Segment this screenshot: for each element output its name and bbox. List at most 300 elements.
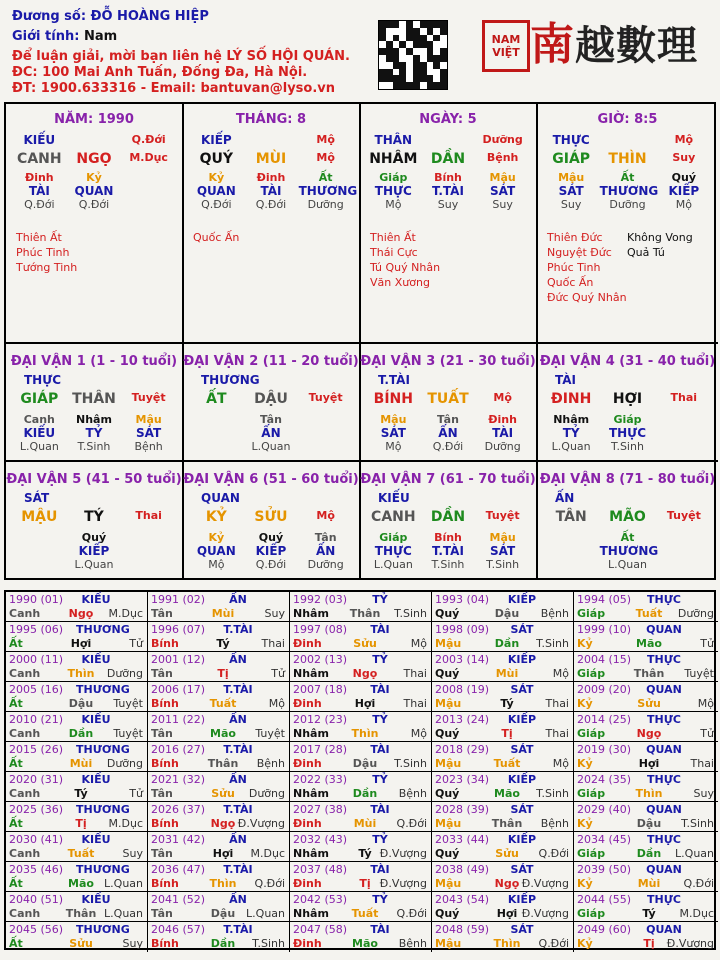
dai-van-hidden-row	[537, 544, 718, 558]
dai-van-hidden	[543, 558, 599, 571]
year-label: 2003 (14)	[435, 653, 490, 666]
pillar-value: NHÂM	[369, 151, 418, 167]
owner-label: Đương số:	[12, 9, 87, 24]
dai-van-cell	[183, 462, 361, 580]
qr-module	[440, 69, 447, 76]
year-cell[interactable]	[432, 862, 574, 892]
year-cell[interactable]	[6, 802, 148, 832]
dai-van-hidden	[299, 413, 353, 426]
qr-module	[406, 35, 413, 42]
year-cell[interactable]	[148, 682, 290, 712]
year-cell[interactable]	[148, 862, 290, 892]
year-cell[interactable]	[574, 892, 718, 922]
year-chi: Dần	[68, 727, 94, 740]
year-can: Giáp	[577, 907, 606, 920]
qr-module	[379, 28, 386, 35]
pillar-value	[244, 133, 298, 147]
year-cell[interactable]	[6, 832, 148, 862]
year-cell[interactable]	[290, 742, 432, 772]
pillar-value: Q.Đới	[78, 198, 110, 211]
year-stage: Tuyệt	[684, 667, 714, 680]
year-can: Kỷ	[577, 697, 593, 710]
year-label: 2041 (52)	[151, 893, 206, 906]
dai-van-main	[183, 509, 359, 525]
year-cell[interactable]	[432, 712, 574, 742]
qr-module	[440, 35, 447, 42]
year-cell[interactable]	[6, 772, 148, 802]
dai-van-hidden: Tân	[437, 413, 459, 426]
year-stage: Thai	[545, 697, 569, 710]
dai-van-god: SÁT	[24, 491, 50, 505]
qr-module	[427, 69, 434, 76]
pillar-value: Q.Đới	[24, 198, 55, 211]
year-cell[interactable]	[290, 712, 432, 742]
year-cell[interactable]	[6, 712, 148, 742]
qr-module	[379, 62, 386, 69]
year-god: KIẾP	[507, 713, 537, 726]
dai-van-stage: Tuyệt	[485, 509, 520, 522]
year-stage: Tử	[271, 667, 285, 680]
year-cell[interactable]	[290, 772, 432, 802]
year-god: THỰC	[647, 713, 681, 726]
year-cell[interactable]	[574, 802, 718, 832]
dai-van-title: ĐẠI VẬN 2 (11 - 20 tuổi)	[183, 354, 359, 369]
dai-van-chi: TÝ	[84, 509, 104, 525]
year-can: Nhâm	[293, 607, 329, 620]
star-item: Đức Quý Nhân	[547, 291, 627, 304]
year-label: 2031 (42)	[151, 833, 206, 846]
year-label: 2040 (51)	[9, 893, 64, 906]
year-cell[interactable]	[432, 772, 574, 802]
qr-module	[406, 48, 413, 55]
dai-van-hidden-row	[6, 544, 182, 558]
year-god: KIẾU	[81, 833, 111, 846]
year-cell[interactable]	[432, 892, 574, 922]
year-cell[interactable]	[6, 742, 148, 772]
year-stage: Tử	[700, 727, 714, 740]
year-stage: Tuyệt	[113, 727, 143, 740]
year-can: Đinh	[293, 877, 322, 890]
year-cell[interactable]	[432, 742, 574, 772]
pillar-value: Dưỡng	[482, 133, 523, 146]
year-label: 2021 (32)	[151, 773, 206, 786]
year-cell[interactable]	[290, 592, 432, 622]
qr-module	[393, 21, 400, 28]
year-god: TÀI	[370, 743, 390, 756]
dai-van-hidden: Nhâm	[553, 413, 590, 426]
year-cell[interactable]	[432, 922, 574, 952]
year-can: Nhâm	[293, 667, 329, 680]
year-stage: M.Dục	[108, 817, 143, 830]
dai-van-hidden	[543, 531, 599, 544]
star-item: Quả Tú	[627, 246, 665, 259]
year-god: QUAN	[646, 683, 682, 696]
qr-module	[413, 48, 420, 55]
year-chi: Thìn	[67, 667, 95, 680]
dai-van-title: ĐẠI VẬN 6 (51 - 60 tuổi)	[183, 472, 359, 487]
year-cell[interactable]	[432, 832, 574, 862]
qr-module	[386, 28, 393, 35]
year-chi: Dần	[494, 637, 520, 650]
year-label: 2044 (55)	[577, 893, 632, 906]
dai-van-hidden: L.Quan	[551, 440, 591, 453]
year-god: TỶ	[372, 893, 388, 906]
year-cell[interactable]	[148, 742, 290, 772]
year-can: Tân	[151, 907, 173, 920]
pillar-value: NGỌ	[76, 151, 112, 167]
year-can: Giáp	[577, 607, 606, 620]
contact-line-3: ĐT: 1900.633316 - Email: bantuvan@lyso.vn	[12, 81, 336, 96]
year-cell[interactable]	[574, 922, 718, 952]
year-chi: Ngọ	[494, 877, 520, 890]
pillar-value: Dưỡng	[609, 198, 646, 211]
pillar-value	[600, 133, 656, 147]
year-stage: L.Quan	[246, 907, 285, 920]
year-cell[interactable]	[290, 862, 432, 892]
year-god: TÀI	[370, 923, 390, 936]
pillar-value: Kỷ	[208, 171, 225, 184]
year-cell[interactable]	[6, 682, 148, 712]
year-can: Giáp	[577, 787, 606, 800]
year-god: ẤN	[229, 773, 247, 786]
year-cell[interactable]	[6, 622, 148, 652]
pillar-value: M.Dục	[129, 151, 168, 164]
year-god: KIẾU	[81, 713, 111, 726]
dai-van-title: ĐẠI VẬN 1 (1 - 10 tuổi)	[10, 354, 178, 369]
pillar-title: GIỜ: 8:5	[597, 112, 658, 127]
year-stage: Thai	[545, 727, 569, 740]
dai-van-hidden: SÁT	[380, 426, 406, 440]
qr-module	[386, 69, 393, 76]
dai-van-god: THỰC	[24, 373, 62, 387]
qr-module	[406, 62, 413, 69]
year-label: 2000 (11)	[9, 653, 64, 666]
year-stage: Tuyệt	[113, 697, 143, 710]
qr-code-icon[interactable]	[378, 20, 448, 90]
qr-module	[379, 41, 386, 48]
year-cell[interactable]	[148, 712, 290, 742]
year-cell[interactable]	[148, 832, 290, 862]
year-cell[interactable]	[148, 622, 290, 652]
year-label: 2030 (41)	[9, 833, 64, 846]
year-cell[interactable]	[432, 652, 574, 682]
year-cell[interactable]	[6, 892, 148, 922]
pillar-row	[360, 171, 536, 184]
dai-van-hidden: THỰC	[374, 544, 412, 558]
dai-van-main	[537, 509, 718, 525]
contact-line-1: Để luận giải, mời bạn liên hệ LÝ SỐ HỘI QUÁN.	[12, 49, 350, 64]
contact-line-2: ĐC: 100 Mai Anh Tuấn, Đống Đa, Hà Nội.	[12, 65, 308, 80]
year-god: TỶ	[372, 653, 388, 666]
qr-module	[413, 35, 420, 42]
year-god: TÀI	[370, 683, 390, 696]
year-cell[interactable]	[148, 892, 290, 922]
dai-van-stage: Thai	[135, 509, 162, 522]
year-chi: Mão	[494, 787, 520, 800]
year-can: Mậu	[435, 817, 462, 830]
dai-van-hidden: KIẾU	[23, 426, 56, 440]
pillar-value: Giáp	[379, 171, 408, 184]
pillar-value: KIẾU	[23, 133, 56, 147]
pillar-row	[183, 133, 359, 147]
year-can: Đinh	[293, 697, 322, 710]
pillar-value: MÙI	[255, 151, 287, 167]
year-can: Tân	[151, 607, 173, 620]
year-cell[interactable]	[432, 682, 574, 712]
year-cell[interactable]	[574, 742, 718, 772]
year-label: 2026 (37)	[151, 803, 206, 816]
qr-module	[379, 21, 386, 28]
year-chi: Dậu	[636, 817, 662, 830]
dai-van-hidden-row	[537, 413, 718, 426]
year-god: THỰC	[647, 893, 681, 906]
year-chi: Sửu	[69, 937, 93, 950]
year-can: Canh	[9, 727, 41, 740]
dai-van-hidden-row	[360, 440, 536, 453]
qr-module	[379, 48, 386, 55]
year-chi: Tị	[501, 727, 513, 740]
year-cell[interactable]	[574, 622, 718, 652]
dai-van-hidden: Mậu	[489, 531, 516, 544]
year-god: TỶ	[372, 773, 388, 786]
year-stage: Mộ	[410, 727, 427, 740]
qr-module	[413, 69, 420, 76]
year-chi: Dần	[352, 787, 378, 800]
qr-module	[393, 28, 400, 35]
dai-van-hidden	[12, 558, 66, 571]
qr-module	[393, 62, 400, 69]
dai-van-hidden: THỰC	[608, 426, 647, 440]
dai-van-hidden: T.Sinh	[486, 558, 520, 571]
dai-van-hidden	[656, 413, 712, 426]
year-stage: T.Sinh	[252, 937, 285, 950]
star-item: Phúc Tinh	[16, 246, 70, 259]
year-can: Kỷ	[577, 817, 593, 830]
year-cell[interactable]	[6, 922, 148, 952]
year-chi: Thân	[633, 667, 665, 680]
year-god: QUAN	[646, 803, 682, 816]
dai-van-hidden-row	[360, 531, 536, 544]
year-stage: Dưỡng	[677, 607, 714, 620]
year-cell[interactable]	[290, 892, 432, 922]
annual-luck-table	[4, 590, 716, 950]
year-chi: Sửu	[495, 847, 519, 860]
year-god: ẤN	[229, 653, 247, 666]
year-god: QUAN	[646, 863, 682, 876]
year-cell[interactable]	[574, 652, 718, 682]
dai-van-hidden: Giáp	[613, 413, 642, 426]
year-stage: Q.Đới	[538, 847, 569, 860]
qr-module	[433, 62, 440, 69]
star-item: Phúc Tinh	[547, 261, 601, 274]
star-item: Thiên Đức	[547, 231, 603, 244]
qr-module	[413, 21, 420, 28]
qr-module	[386, 35, 393, 42]
brand-char-1: 南	[530, 19, 575, 70]
year-stage: Bệnh	[540, 607, 569, 620]
year-can: Tân	[151, 727, 173, 740]
qr-module	[379, 69, 386, 76]
year-cell[interactable]	[148, 772, 290, 802]
pillar-stars-extra	[627, 230, 693, 260]
year-can: Canh	[9, 787, 41, 800]
year-cell[interactable]	[290, 652, 432, 682]
pillar-value: SÁT	[490, 184, 516, 198]
year-cell[interactable]	[148, 652, 290, 682]
dai-van-chi: THÂN	[72, 391, 116, 407]
year-cell[interactable]	[6, 652, 148, 682]
year-cell[interactable]	[432, 622, 574, 652]
year-can: Giáp	[577, 667, 606, 680]
year-label: 2033 (44)	[435, 833, 490, 846]
qr-module	[427, 48, 434, 55]
year-god: ẤN	[229, 593, 247, 606]
year-stage: Đ.Vượng	[521, 907, 569, 920]
pillar-value: TÀI	[260, 184, 282, 198]
dai-van-stage: Tuyệt	[131, 391, 166, 404]
dai-van-hidden	[122, 558, 176, 571]
star-item: Tướng Tinh	[16, 261, 78, 274]
year-label: 2035 (46)	[9, 863, 64, 876]
year-chi: Sửu	[211, 787, 235, 800]
year-god: TỶ	[372, 593, 388, 606]
year-label: 2018 (29)	[435, 743, 490, 756]
year-cell[interactable]	[148, 802, 290, 832]
year-cell[interactable]	[574, 862, 718, 892]
pillar-value: TÀI	[28, 184, 50, 198]
year-cell[interactable]	[6, 862, 148, 892]
year-label: 2011 (22)	[151, 713, 206, 726]
year-label: 2047 (58)	[293, 923, 348, 936]
year-stage: Suy	[122, 937, 143, 950]
pillar-value: THƯƠNG	[298, 184, 358, 198]
pillar-value: Mộ	[385, 198, 402, 211]
year-cell[interactable]	[574, 832, 718, 862]
qr-module	[420, 41, 427, 48]
year-chi: Thìn	[209, 877, 237, 890]
year-cell[interactable]	[148, 592, 290, 622]
brand-char-2: 越	[575, 22, 616, 69]
year-stage: Mộ	[552, 757, 569, 770]
year-chi: Mão	[636, 637, 662, 650]
year-label: 1997 (08)	[293, 623, 348, 636]
dai-van-hidden: Mậu	[135, 413, 162, 426]
qr-module	[413, 28, 420, 35]
pillar-value: Q.Đới	[255, 198, 287, 211]
year-god: THỰC	[647, 593, 681, 606]
year-can: Mậu	[435, 637, 462, 650]
pillar-value: Ất	[620, 171, 635, 184]
year-cell[interactable]	[290, 682, 432, 712]
dai-van-stage: Mộ	[493, 391, 512, 404]
dai-van-cell	[537, 462, 718, 580]
year-chi: Thìn	[635, 787, 663, 800]
qr-module	[386, 21, 393, 28]
pillar-value	[421, 133, 475, 147]
year-can: Tân	[151, 787, 173, 800]
dai-van-hidden: Q.Đới	[432, 440, 464, 453]
year-chi: Mùi	[211, 607, 235, 620]
year-cell[interactable]	[290, 622, 432, 652]
star-item: Văn Xương	[370, 276, 430, 289]
year-cell[interactable]	[574, 712, 718, 742]
year-label: 2013 (24)	[435, 713, 490, 726]
dai-van-hidden	[299, 426, 353, 440]
year-can: Tân	[151, 847, 173, 860]
pillar-cell	[6, 104, 184, 344]
dai-van-hidden: TỶ	[562, 426, 580, 440]
year-chi: Tý	[642, 907, 656, 920]
year-god: SÁT	[510, 803, 534, 816]
qr-module	[379, 75, 386, 82]
year-label: 2020 (31)	[9, 773, 64, 786]
year-label: 1994 (05)	[577, 593, 632, 606]
year-cell[interactable]	[432, 592, 574, 622]
year-cell[interactable]	[574, 772, 718, 802]
year-cell[interactable]	[148, 922, 290, 952]
pillar-value: Mộ	[316, 151, 335, 164]
pillar-value: Đinh	[256, 171, 286, 184]
qr-module	[427, 28, 434, 35]
year-cell[interactable]	[432, 802, 574, 832]
year-cell[interactable]	[290, 922, 432, 952]
pillar-value: Suy	[437, 198, 459, 211]
pillar-row	[183, 184, 359, 198]
year-chi: Hợi	[70, 637, 92, 650]
dai-van-hidden: ẤN	[438, 426, 458, 440]
year-stage: Mộ	[552, 667, 569, 680]
year-stage: T.Sinh	[394, 607, 427, 620]
year-chi: Mùi	[69, 757, 93, 770]
year-god: T.TÀI	[223, 923, 253, 936]
year-cell[interactable]	[290, 832, 432, 862]
qr-module	[399, 28, 406, 35]
dai-van-title: ĐẠI VẬN 7 (61 - 70 tuổi)	[360, 472, 536, 487]
dai-van-god: THƯƠNG	[201, 373, 260, 387]
pillar-value: KIẾP	[200, 133, 232, 147]
dai-van-hidden: TỶ	[85, 426, 103, 440]
year-cell[interactable]	[574, 592, 718, 622]
year-label: 2010 (21)	[9, 713, 64, 726]
year-cell[interactable]	[290, 802, 432, 832]
year-cell[interactable]	[6, 592, 148, 622]
qr-module	[420, 21, 427, 28]
pillar-row	[537, 133, 718, 147]
year-cell[interactable]	[574, 682, 718, 712]
year-label: 2048 (59)	[435, 923, 490, 936]
dai-van-chi: DẬU	[254, 391, 288, 407]
dai-van-god: QUAN	[201, 491, 240, 505]
dai-van-hidden	[299, 440, 353, 453]
dai-van-hidden	[543, 544, 599, 558]
pillar-value: Suy	[672, 151, 696, 164]
year-god: T.TÀI	[223, 863, 253, 876]
year-god: ẤN	[229, 713, 247, 726]
qr-module	[399, 41, 406, 48]
year-chi: Hợi	[638, 757, 660, 770]
qr-module	[393, 75, 400, 82]
dai-van-can: BÍNH	[373, 391, 413, 407]
pillar-stars	[370, 230, 440, 290]
year-can: Canh	[9, 907, 41, 920]
qr-module	[399, 82, 406, 89]
year-chi: Ngọ	[68, 607, 94, 620]
pillar-value: THÂN	[374, 133, 413, 147]
year-label: 2023 (34)	[435, 773, 490, 786]
year-stage: Đ.Vượng	[666, 937, 714, 950]
year-stage: Bệnh	[540, 817, 569, 830]
dai-van-hidden: Bệnh	[134, 440, 163, 453]
